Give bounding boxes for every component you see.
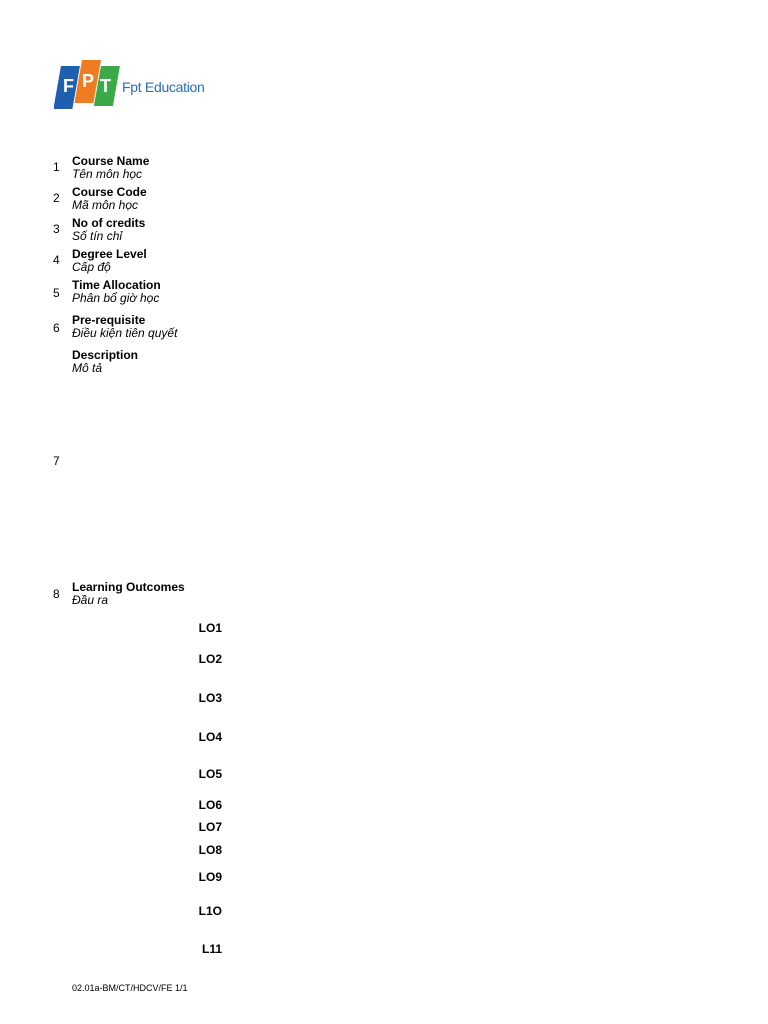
row-number-2: 2 (53, 191, 60, 205)
field-label-en: No of credits (72, 216, 146, 230)
field-course-name (72, 155, 149, 181)
lo-label: LO8 (198, 843, 222, 857)
field-label-en: Learning Outcomes (72, 580, 185, 594)
field-learning-outcomes (72, 581, 185, 607)
lo-label: LO9 (198, 870, 222, 884)
lo-label: LO6 (198, 798, 222, 812)
field-prerequisite (72, 314, 177, 340)
brand-text: Fpt Education (122, 79, 205, 95)
fpt-logo-icon (54, 60, 120, 114)
field-label-vi: Phân bổ giờ học (72, 291, 160, 305)
row-number-1: 1 (53, 160, 60, 174)
lo-label: LO7 (198, 820, 222, 834)
field-description (72, 349, 138, 375)
row-number-7: 7 (53, 454, 60, 468)
field-label-en: Degree Level (72, 247, 147, 261)
lo-label: LO4 (198, 730, 222, 744)
field-credits (72, 217, 145, 243)
lo-label: LO3 (198, 691, 222, 705)
lo-label: L1O (198, 904, 222, 918)
field-label-vi: Tên môn học (72, 167, 143, 181)
field-label-en: Description (72, 348, 139, 362)
row-number-8: 8 (53, 587, 60, 601)
field-label-en: Course Name (72, 154, 150, 168)
field-label-vi: Cấp độ (72, 260, 111, 274)
field-degree-level (72, 248, 147, 274)
row-number-3: 3 (53, 222, 60, 236)
logo-letter-p: P (82, 71, 95, 91)
lo-label: L11 (201, 942, 222, 956)
lo-label: LO5 (198, 767, 222, 781)
row-number-5: 5 (53, 286, 60, 300)
field-label-vi: Mã môn học (72, 198, 139, 212)
field-label-vi: Số tín chỉ (72, 229, 123, 243)
field-label-vi: Mô tả (72, 361, 103, 375)
fpt-education-logo (54, 60, 205, 114)
logo-letter-f: F (63, 76, 74, 96)
field-label-vi: Đầu ra (72, 593, 109, 607)
field-label-en: Time Allocation (72, 278, 161, 292)
lo-label: LO2 (198, 652, 222, 666)
footer-form-code: 02.01a-BM/CT/HDCV/FE 1/1 (72, 983, 188, 993)
row-number-4: 4 (53, 253, 60, 267)
logo-letter-t: T (100, 76, 111, 96)
field-course-code (72, 186, 147, 212)
field-label-en: Pre-requisite (72, 313, 146, 327)
lo-label: LO1 (198, 621, 222, 635)
row-number-6: 6 (53, 321, 60, 335)
field-label-vi: Điều kiện tiên quyết (72, 326, 178, 340)
field-time-allocation (72, 279, 161, 305)
field-label-en: Course Code (72, 185, 147, 199)
